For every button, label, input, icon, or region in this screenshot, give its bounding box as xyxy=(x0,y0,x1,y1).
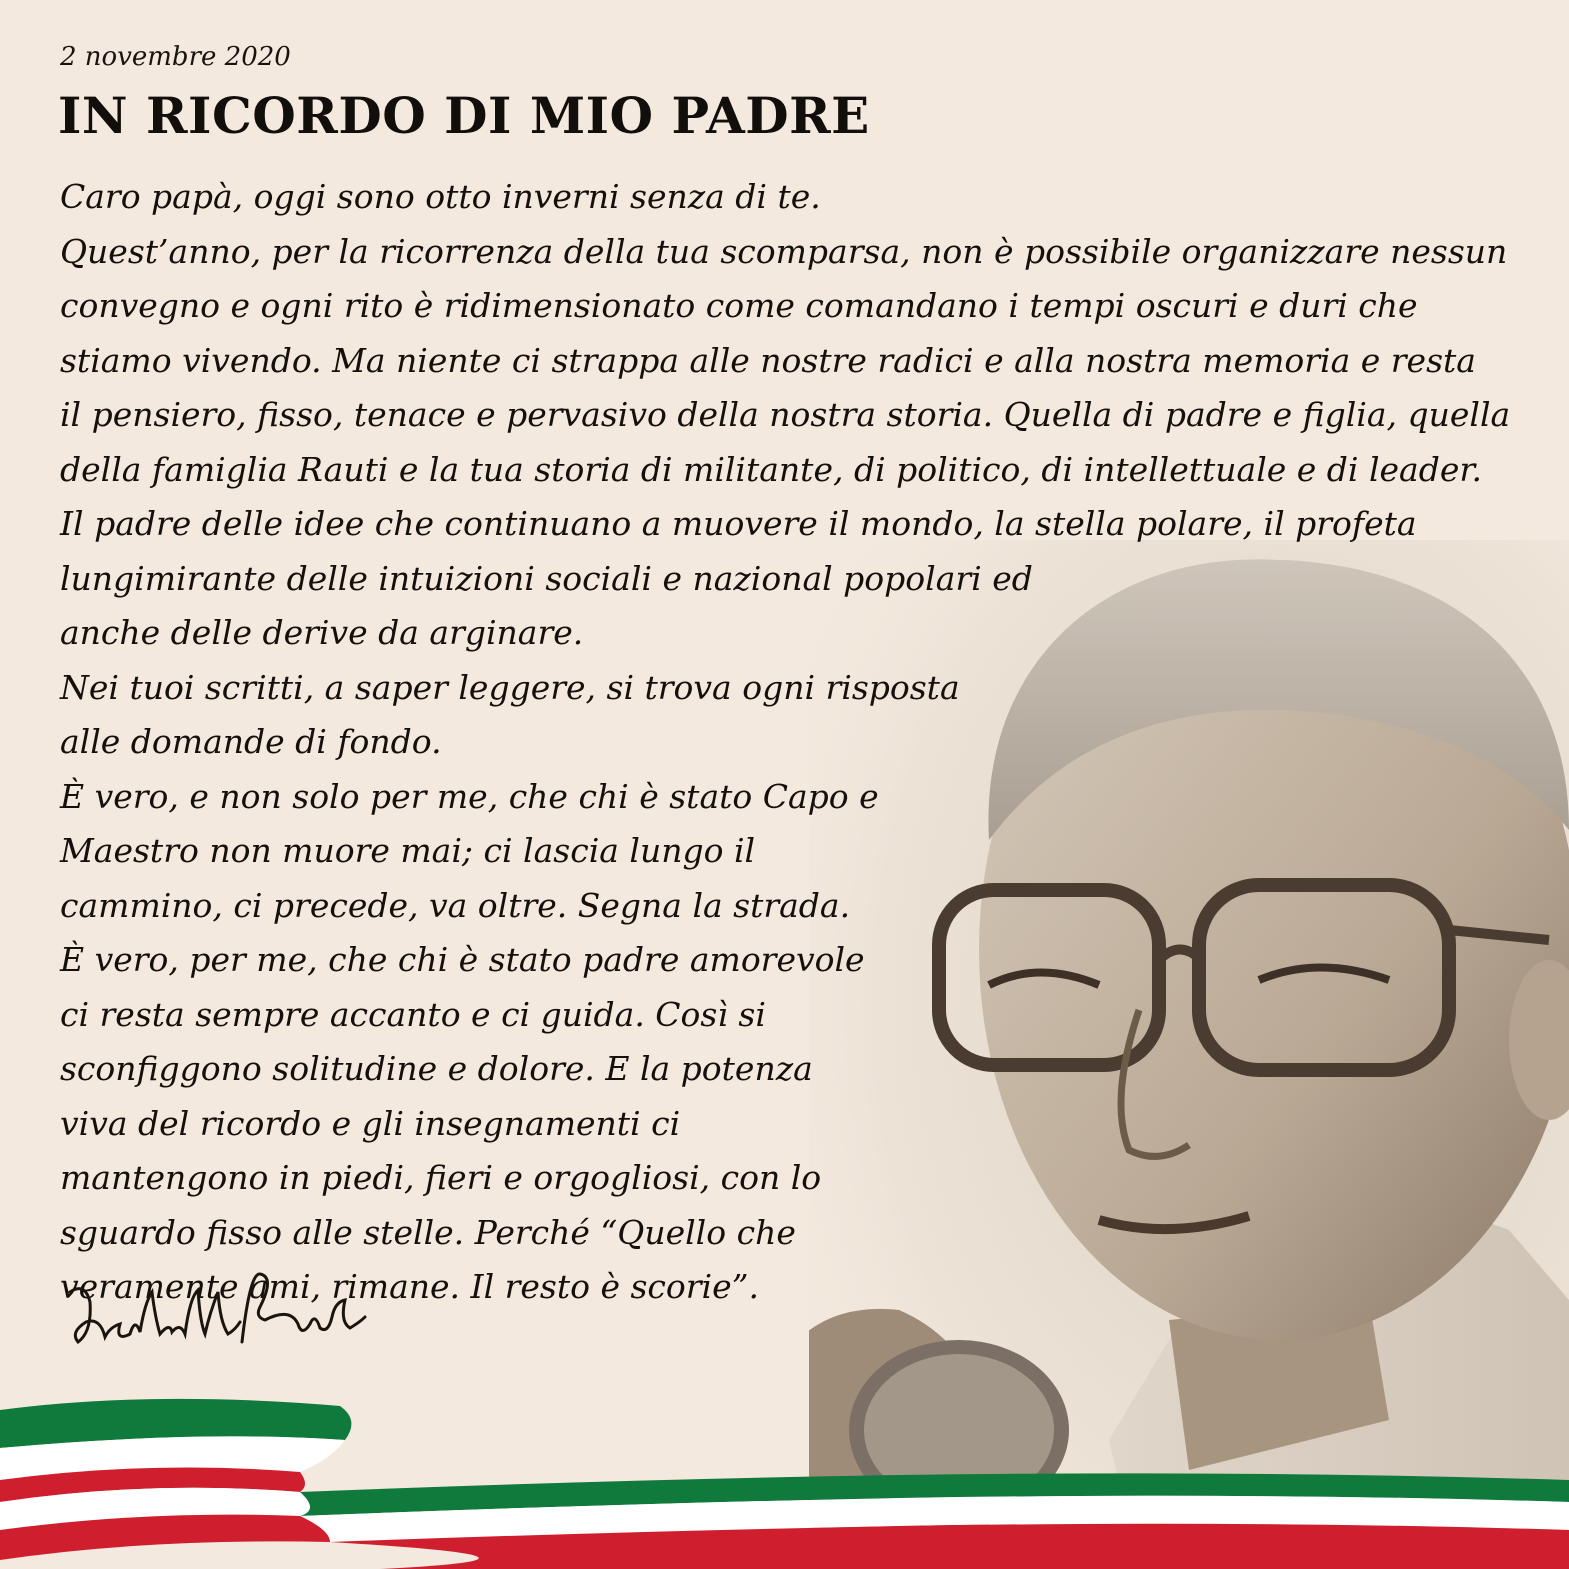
letter-line: stiamo vivendo. Ma niente ci strappa alle nostre radici e alla nostra memoria e resta xyxy=(60,340,1476,380)
letter-line: ci resta sempre accanto e ci guida. Così si xyxy=(60,994,766,1034)
letter-line: veramente ami, rimane. Il resto è scorie”. xyxy=(60,1267,759,1306)
letter-text xyxy=(60,170,1520,1315)
letter-line: Quest’anno, per la ricorrenza della tua scomparsa, non è possibile organizzare nessun xyxy=(60,231,1508,271)
letter-line: convegno e ogni rito è ridimensionato come comandano i tempi oscuri e duri che xyxy=(60,286,1418,325)
letter-line: alle domande di fondo. xyxy=(60,722,442,761)
page-title: IN RICORDO DI MIO PADRE xyxy=(58,86,870,145)
letter-line: il pensiero, fisso, tenace e pervasivo della nostra storia. Quella di padre e figlia, quella xyxy=(60,395,1511,434)
letter-line: sconfiggono solitudine e dolore. E la potenza xyxy=(60,1049,813,1088)
letter-line: Caro papà, oggi sono otto inverni senza di te. xyxy=(60,177,821,216)
italian-flag-ribbon-icon xyxy=(0,1380,1569,1569)
signature-icon xyxy=(60,1262,370,1372)
letter-line: lungimirante delle intuizioni sociali e nazional popolari ed xyxy=(60,558,1033,598)
letter-line: anche delle derive da arginare. xyxy=(60,613,584,652)
letter-line: sguardo fisso alle stelle. Perché “Quello che xyxy=(60,1212,796,1252)
letter-line: viva del ricordo e gli insegnamenti ci xyxy=(60,1103,681,1143)
letter-line: Maestro non muore mai; ci lascia lungo il xyxy=(60,831,756,870)
letter-line: cammino, ci precede, va oltre. Segna la strada. xyxy=(60,885,851,925)
letter-line: mantengono in piedi, fieri e orgogliosi, con lo xyxy=(60,1158,822,1197)
letter-line: Il padre delle idee che continuano a muovere il mondo, la stella polare, il profeta xyxy=(60,504,1417,543)
letter-line: È vero, per me, che chi è stato padre amorevole xyxy=(60,940,865,979)
letter-line: della famiglia Rauti e la tua storia di militante, di politico, di intellettuale e di leader. xyxy=(60,449,1483,489)
date: 2 novembre 2020 xyxy=(60,42,291,72)
letter-line: È vero, e non solo per me, che chi è stato Capo e xyxy=(60,776,879,816)
letter-line: Nei tuoi scritti, a saper leggere, si trova ogni risposta xyxy=(60,667,960,707)
